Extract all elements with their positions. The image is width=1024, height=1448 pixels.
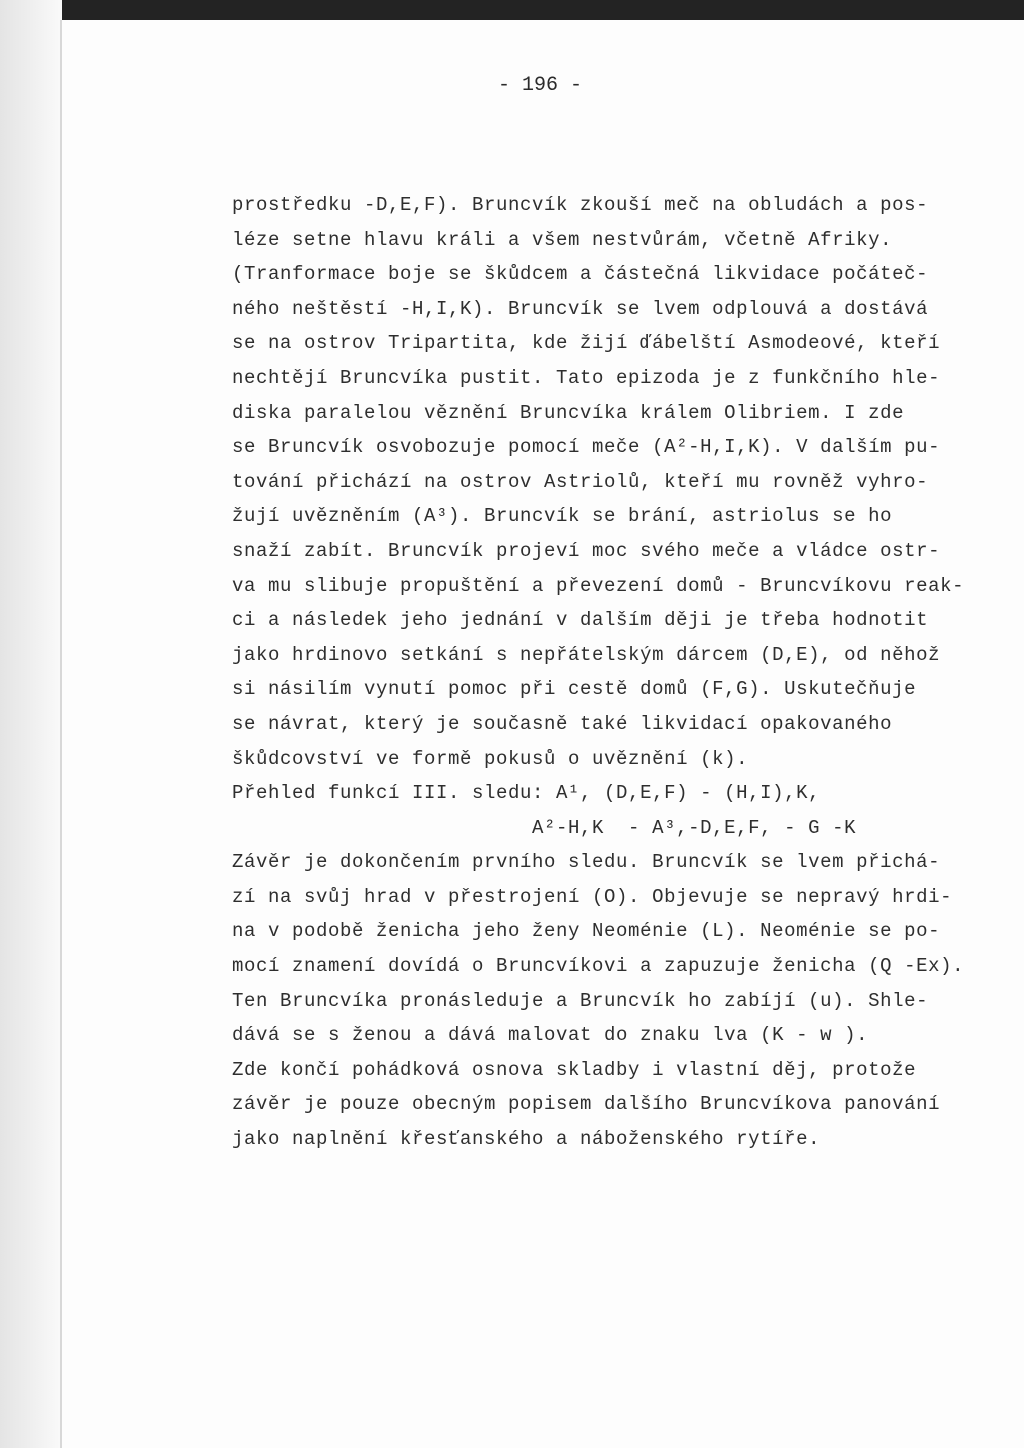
text-line: se Bruncvík osvobozuje pomocí meče (A²-H,I,K). V dalším pu- <box>232 436 941 459</box>
text-line: žují uvězněním (A³). Bruncvík se brání, astriolus se ho <box>232 505 893 528</box>
text-line: snaží zabít. Bruncvík projeví moc svého meče a vládce ostr- <box>232 539 941 562</box>
text-line: Ten Bruncvíka pronásleduje a Bruncvík ho zabíjí (u). Shle- <box>232 989 929 1012</box>
text-line: léze setne hlavu králi a všem nestvůrám, včetně Afriky. <box>232 228 893 251</box>
scan-top-edge <box>0 0 1024 20</box>
text-line: závěr je pouze obecným popisem dalšího Bruncvíkova panování <box>232 1093 941 1116</box>
text-line: zí na svůj hrad v přestrojení (O). Objevuje se nepravý hrdi- <box>232 885 953 908</box>
text-line: Zde končí pohádková osnova skladby i vlastní děj, protože <box>232 1058 917 1081</box>
typewritten-text-body <box>232 188 1022 1157</box>
text-line: dává se s ženou a dává malovat do znaku lva (K - w ). <box>232 1024 869 1047</box>
text-line: prostředku -D,E,F). Bruncvík zkouší meč na obludách a pos- <box>232 194 929 216</box>
text-line: tování přichází na ostrov Astriolů, kteří mu rovněž vyhro- <box>232 470 929 493</box>
text-line: jako naplnění křesťanského a náboženského rytíře. <box>232 1128 821 1151</box>
text-line: ci a následek jeho jednání v dalším ději je třeba hodnotit <box>232 609 929 632</box>
text-line: va mu slibuje propuštění a převezení domů - Bruncvíkovu reak- <box>232 574 965 597</box>
scan-left-edge <box>0 0 62 1448</box>
text-line: si násilím vynutí pomoc při cestě domů (F,G). Uskutečňuje <box>232 678 917 701</box>
function-summary-line: Přehled funkcí III. sledu: A¹, (D,E,F) - (H,I),K, <box>232 782 821 805</box>
text-line: nechtějí Bruncvíka pustit. Tato epizoda je z funkčního hle- <box>232 366 941 389</box>
page-number: - 196 - <box>497 74 582 97</box>
text-line: ného neštěstí -H,I,K). Bruncvík se lvem odplouvá a dostává <box>232 297 929 320</box>
text-line: (Tranformace boje se škůdcem a částečná likvidace počáteč- <box>232 263 929 286</box>
text-line: mocí znamení dovídá o Bruncvíkovi a zapuzuje ženicha (Q -Ex). <box>232 955 965 978</box>
text-line: škůdcovství ve formě pokusů o uvěznění (k). <box>232 747 749 770</box>
text-line: Závěr je dokončením prvního sledu. Bruncvík se lvem přichá- <box>232 851 941 874</box>
text-line: se na ostrov Tripartita, kde žijí ďábelští Asmodeové, kteří <box>232 332 941 355</box>
text-line: jako hrdinovo setkání s nepřátelským dárcem (D,E), od něhož <box>232 643 941 666</box>
text-line: na v podobě ženicha jeho ženy Neoménie (L). Neoménie se po- <box>232 920 941 943</box>
text-line: diska paralelou věznění Bruncvíka králem Olibriem. I zde <box>232 401 905 424</box>
text-line: se návrat, který je současně také likvidací opakovaného <box>232 712 893 735</box>
function-summary-line: A²-H,K - A³,-D,E,F, - G -K <box>232 816 857 839</box>
